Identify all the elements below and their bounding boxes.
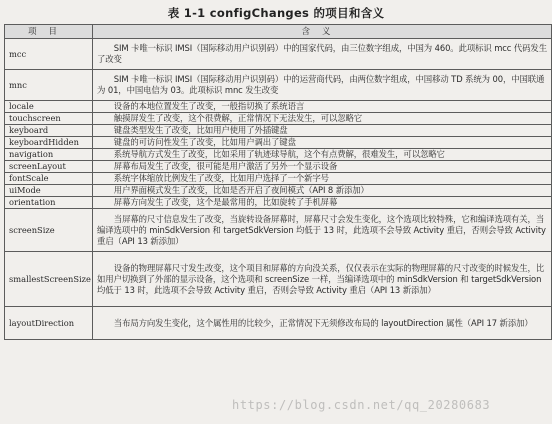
row-desc: 系统字体缩放比例发生了改变，比如用户选择了一个新字号: [93, 173, 552, 185]
table-row: [5, 149, 552, 161]
row-key: keyboard: [5, 125, 93, 137]
row-key: mcc: [5, 39, 93, 70]
row-desc: 设备的物理屏幕尺寸发生改变，这个项目和屏幕的方向没关系，仅仅表示在实际的物理屏幕的尺寸改变的时候发生，比如用户切换到了外部的显示设备，这个选项和 screenSize 一样，当编译选项中的 minSdkVersion 和 targetSdkVersion 均低于 13 时，此选项不会导致 Activity 重启，否则会导致 Activity 重启（API 13 新添加）: [93, 252, 552, 307]
table-title: 表 1-1 configChanges 的项目和含义: [167, 6, 385, 20]
row-key: fontScale: [5, 173, 93, 185]
row-desc: 屏幕方向发生了改变，这个是最常用的，比如旋转了手机屏幕: [93, 197, 552, 209]
row-key: screenSize: [5, 209, 93, 252]
row-key: navigation: [5, 149, 93, 161]
table-row: [5, 125, 552, 137]
row-desc: 键盘的可访问性发生了改变，比如用户调出了键盘: [93, 137, 552, 149]
row-key: locale: [5, 101, 93, 113]
header-meaning: 含义: [93, 25, 552, 39]
header-item: 项目: [5, 25, 93, 39]
table-row: [5, 161, 552, 173]
table-row: [5, 197, 552, 209]
watermark-url: https://blog.csdn.net/qq_20280683: [232, 398, 491, 412]
row-key: keyboardHidden: [5, 137, 93, 149]
row-key: smallestScreenSize: [5, 252, 93, 307]
row-desc: 系统导航方式发生了改变，比如采用了轨迹球导航，这个有点费解，很难发生，可以忽略它: [93, 149, 552, 161]
row-desc: 设备的本地位置发生了改变，一般指切换了系统语言: [93, 101, 552, 113]
table-row: [5, 209, 552, 252]
row-desc: 键盘类型发生了改变，比如用户使用了外插键盘: [93, 125, 552, 137]
row-desc: SIM 卡唯一标识 IMSI（国际移动用户识别码）中的运营商代码，由两位数字组成，中国移动 TD 系统为 00，中国联通为 01，中国电信为 03。此项标识 mnc 发生改变: [93, 70, 552, 101]
row-key: touchscreen: [5, 113, 93, 125]
row-desc: 屏幕布局发生了改变，很可能是用户激活了另外一个显示设备: [93, 161, 552, 173]
row-desc: 触摸屏发生了改变，这个很费解，正常情况下无法发生，可以忽略它: [93, 113, 552, 125]
config-changes-table: [4, 24, 552, 340]
table-row: [5, 113, 552, 125]
row-desc: 当屏幕的尺寸信息发生了改变，当旋转设备屏幕时，屏幕尺寸会发生变化，这个选项比较特殊，它和编译选项有关，当编译选项中的 minSdkVersion 和 targetSdkVersion 均低于 13 时，此选项不会导致 Activity 重启，否则会导致 Activity 重启（API 13 新添加）: [93, 209, 552, 252]
row-desc: 用户界面模式发生了改变，比如是否开启了夜间模式（API 8 新添加）: [93, 185, 552, 197]
row-desc: 当布局方向发生变化，这个属性用的比较少，正常情况下无须修改布局的 layoutDirection 属性（API 17 新添加）: [93, 307, 552, 340]
row-key: layoutDirection: [5, 307, 93, 340]
table-row: [5, 252, 552, 307]
table-row: [5, 137, 552, 149]
table-row: [5, 185, 552, 197]
table-row: [5, 173, 552, 185]
row-desc: SIM 卡唯一标识 IMSI（国际移动用户识别码）中的国家代码，由三位数字组成，中国为 460。此项标识 mcc 代码发生了改变: [93, 39, 552, 70]
row-key: orientation: [5, 197, 93, 209]
row-key: mnc: [5, 70, 93, 101]
table-row: [5, 307, 552, 340]
table-row: [5, 39, 552, 70]
table-header-row: [5, 25, 552, 39]
table-row: [5, 70, 552, 101]
table-row: [5, 101, 552, 113]
row-key: screenLayout: [5, 161, 93, 173]
row-key: uiMode: [5, 185, 93, 197]
